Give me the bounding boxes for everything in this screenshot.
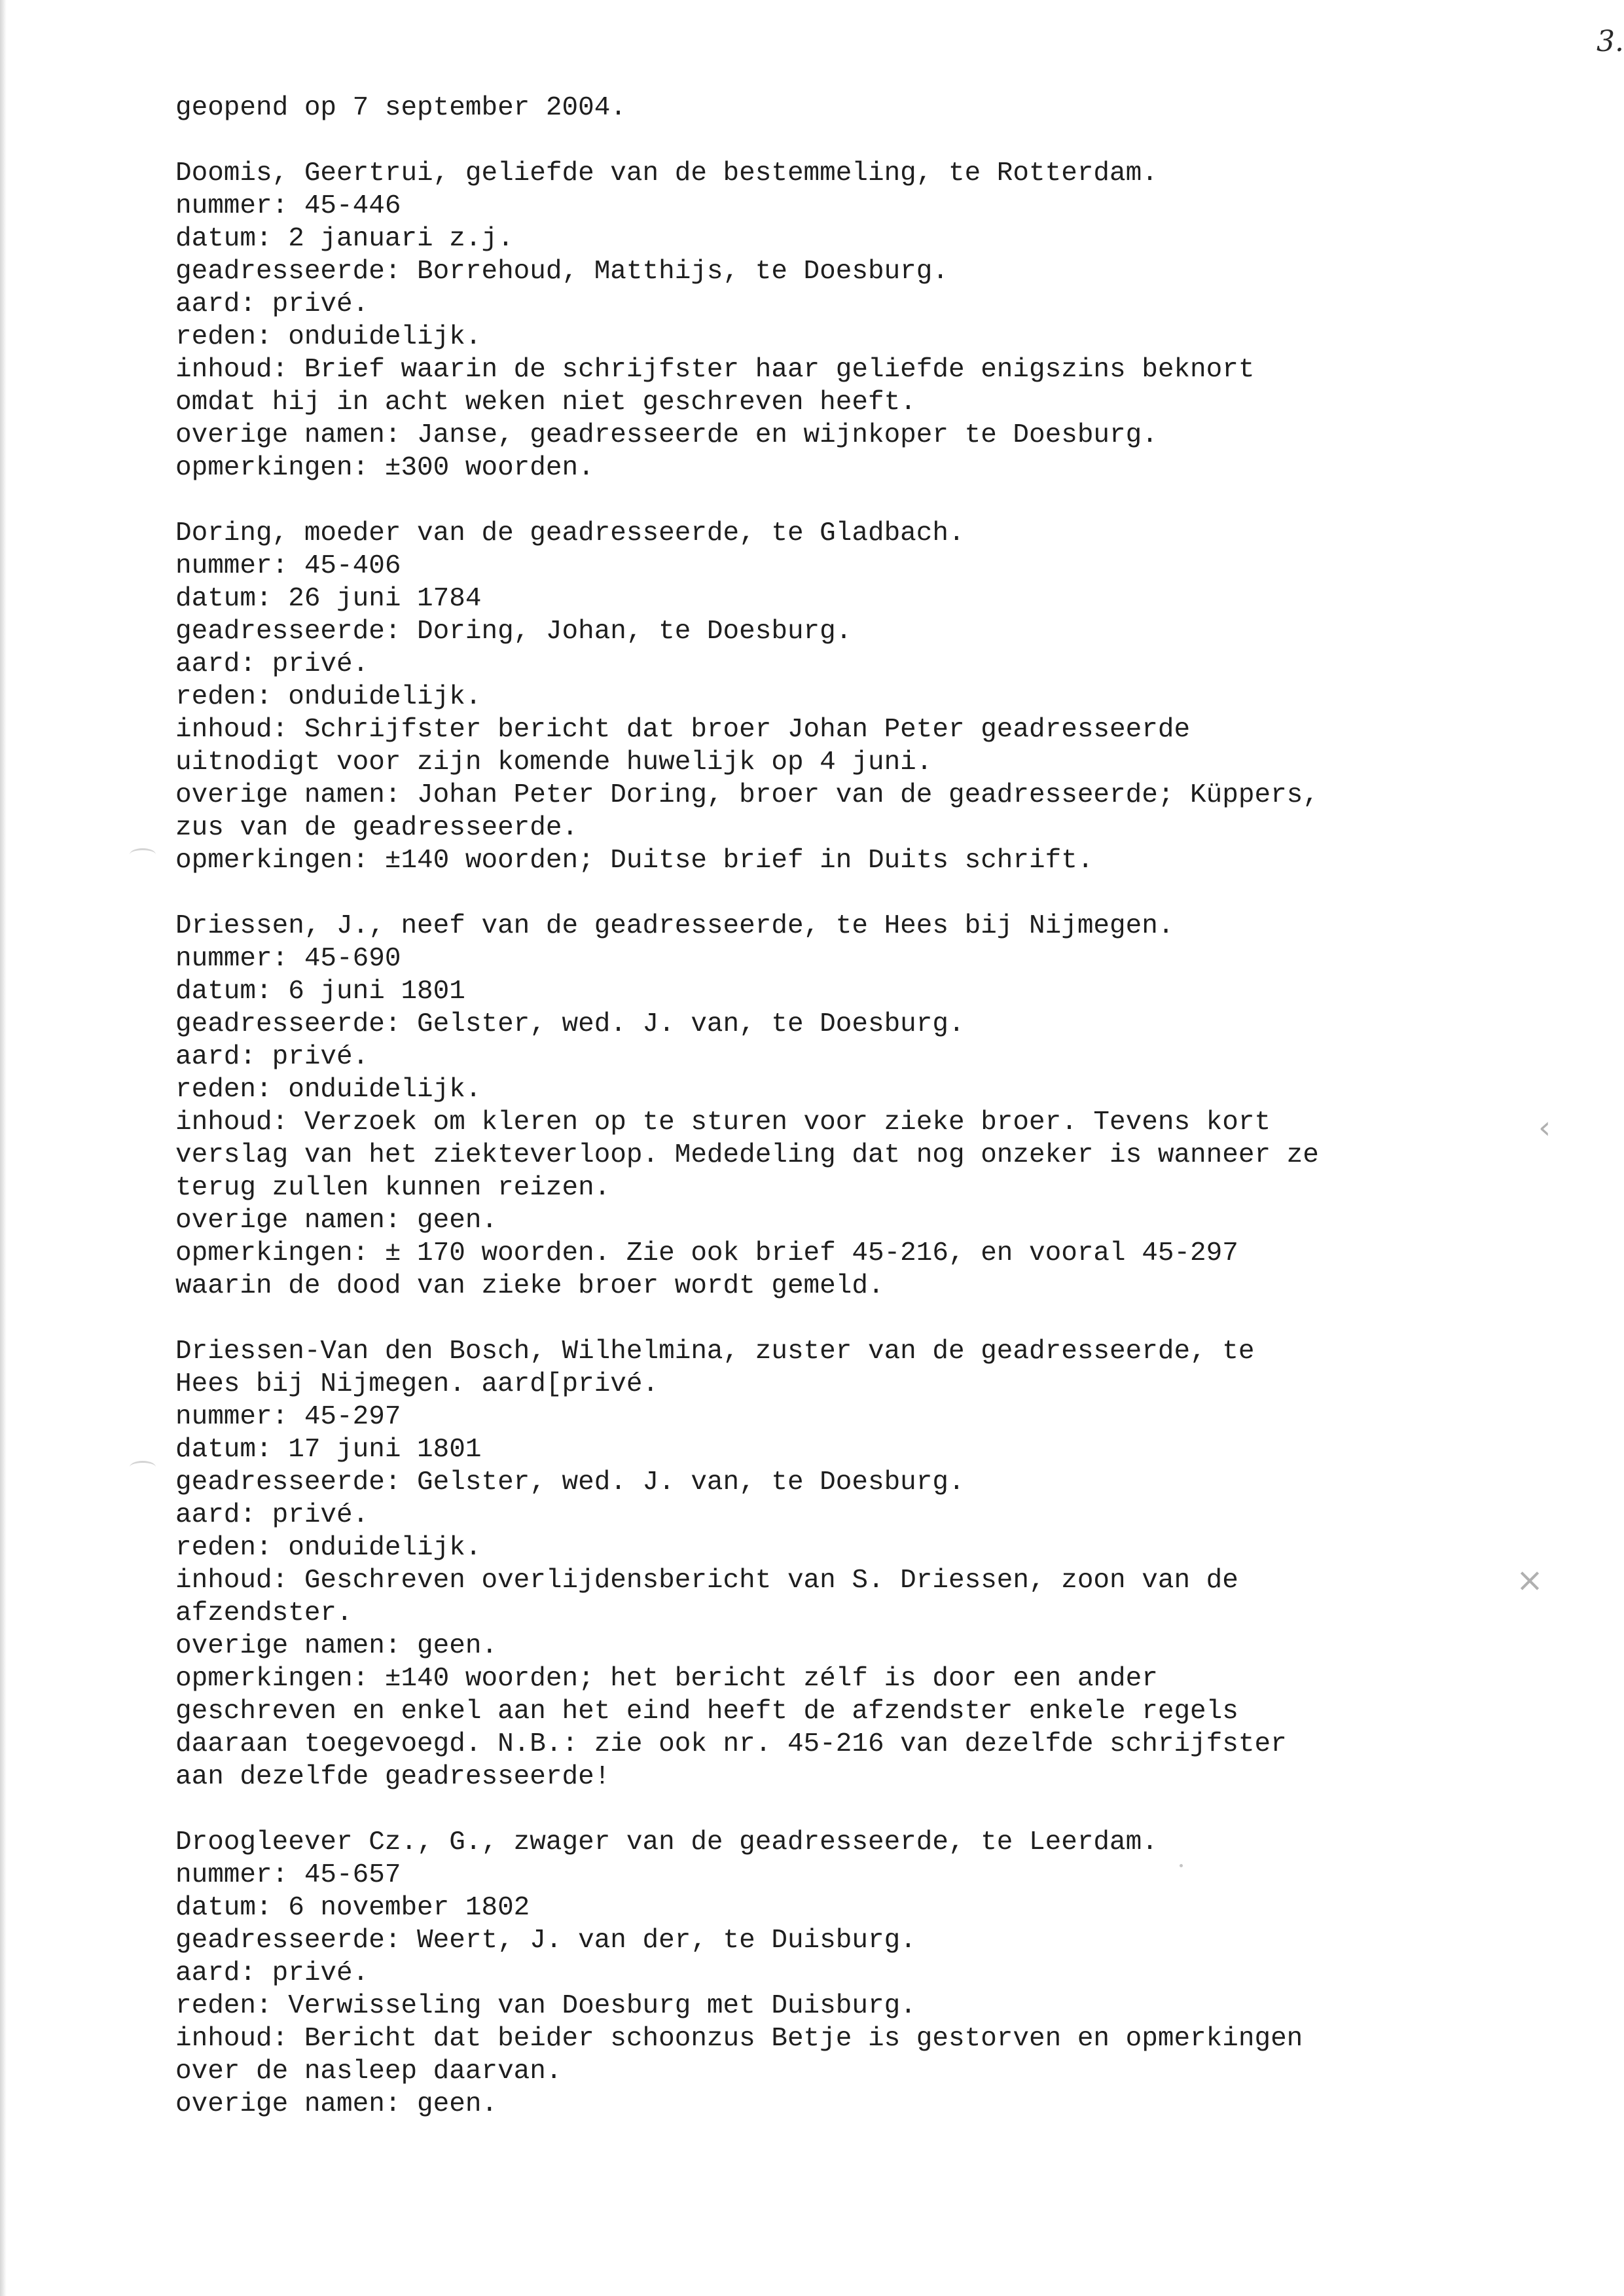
entry-inhoud-cont: terug zullen kunnen reizen. (175, 1173, 611, 1203)
entry-nummer: nummer: 45-657 (175, 1860, 401, 1890)
entry-datum: datum: 26 juni 1784 (175, 584, 482, 614)
entry-heading: Doring, moeder van de geadresseerde, te Gladbach. (175, 518, 965, 548)
entry-heading: Doomis, Geertrui, geliefde van de bestemmeling, te Rotterdam. (175, 158, 1158, 188)
punch-hole-shadow (130, 848, 156, 861)
entry-nummer: nummer: 45-690 (175, 944, 401, 974)
entry-aard: aard: privé. (175, 1042, 369, 1072)
letter-entry-droogleever (175, 1826, 1485, 2121)
entry-opmerkingen: opmerkingen: ±140 woorden; Duitse brief in Duits schrift. (175, 846, 1094, 876)
entry-reden: reden: onduidelijk. (175, 322, 482, 352)
entry-inhoud: inhoud: Brief waarin de schrijfster haar geliefde enigszins beknort (175, 355, 1255, 385)
entry-geadresseerde: geadresseerde: Weert, J. van der, te Duisburg. (175, 1926, 916, 1956)
entry-datum: datum: 2 januari z.j. (175, 224, 514, 254)
entry-opmerkingen: opmerkingen: ± 170 woorden. Zie ook brief 45-216, en vooral 45-297 (175, 1238, 1238, 1268)
entry-datum: datum: 6 juni 1801 (175, 977, 465, 1007)
entry-opmerkingen-cont: daaraan toegevoegd. N.B.: zie ook nr. 45-216 van dezelfde schrijfster (175, 1729, 1287, 1759)
entry-datum: datum: 17 juni 1801 (175, 1435, 482, 1465)
entry-inhoud-cont: over de nasleep daarvan. (175, 2056, 562, 2087)
entry-inhoud-cont: verslag van het ziekteverloop. Mededeling dat nog onzeker is wanneer ze (175, 1140, 1319, 1170)
entry-opmerkingen: opmerkingen: ±140 woorden; het bericht zélf is door een ander (175, 1664, 1158, 1694)
entry-aard: aard: privé. (175, 1958, 369, 1988)
document-body (175, 92, 1485, 2153)
entry-geadresseerde: geadresseerde: Doring, Johan, te Doesburg. (175, 617, 852, 647)
entry-overige-namen-cont: zus van de geadresseerde. (175, 813, 579, 843)
entry-nummer: nummer: 45-406 (175, 551, 401, 581)
entry-nummer: nummer: 45-297 (175, 1402, 401, 1432)
entry-geadresseerde: geadresseerde: Borrehoud, Matthijs, te Doesburg. (175, 257, 948, 287)
entry-heading: Driessen, J., neef van de geadresseerde, te Hees bij Nijmegen. (175, 911, 1174, 941)
entry-inhoud: inhoud: Geschreven overlijdensbericht van S. Driessen, zoon van de (175, 1566, 1238, 1596)
entry-geadresseerde: geadresseerde: Gelster, wed. J. van, te Doesburg. (175, 1467, 965, 1498)
entry-heading: Driessen-Van den Bosch, Wilhelmina, zuster van de geadresseerde, te (175, 1336, 1255, 1367)
entry-aard: aard: privé. (175, 649, 369, 679)
entry-overige-namen: overige namen: Janse, geadresseerde en wijnkoper te Doesburg. (175, 420, 1158, 450)
scan-speck (1180, 1864, 1183, 1867)
entry-inhoud-cont: omdat hij in acht weken niet geschreven heeft. (175, 387, 916, 418)
entry-reden: reden: onduidelijk. (175, 682, 482, 712)
letter-entry-doring (175, 517, 1485, 877)
entry-opmerkingen-cont: aan dezelfde geadresseerde! (175, 1762, 611, 1792)
entry-aard: aard: privé. (175, 1500, 369, 1530)
entry-inhoud: inhoud: Schrijfster bericht dat broer Johan Peter geadresseerde (175, 715, 1191, 745)
entry-aard: aard: privé. (175, 289, 369, 319)
entry-datum: datum: 6 november 1802 (175, 1893, 530, 1923)
entry-heading: Droogleever Cz., G., zwager van de geadresseerde, te Leerdam. (175, 1827, 1158, 1857)
entry-reden: reden: onduidelijk. (175, 1075, 482, 1105)
letter-entry-driessen-van-den-bosch (175, 1335, 1485, 1793)
page-number: 3. (1597, 25, 1624, 58)
entry-overige-namen: overige namen: Johan Peter Doring, broer van de geadresseerde; Küppers, (175, 780, 1319, 810)
margin-tick-mark: ‹ (1538, 1109, 1551, 1146)
entry-inhoud-cont: afzendster. (175, 1598, 353, 1628)
entry-overige-namen: overige namen: geen. (175, 1206, 498, 1236)
intro-line: geopend op 7 september 2004. (175, 93, 626, 123)
entry-reden: reden: onduidelijk. (175, 1533, 482, 1563)
punch-hole-shadow (130, 1461, 156, 1473)
margin-cross-mark: × (1516, 1561, 1543, 1599)
entry-opmerkingen-cont: geschreven en enkel aan het eind heeft de afzendster enkele regels (175, 1696, 1238, 1727)
entry-opmerkingen-cont: waarin de dood van zieke broer wordt gemeld. (175, 1271, 884, 1301)
letter-entry-driessen (175, 910, 1485, 1302)
entry-geadresseerde: geadresseerde: Gelster, wed. J. van, te Doesburg. (175, 1009, 965, 1039)
letter-entry-doomis (175, 157, 1485, 484)
entry-inhoud: inhoud: Bericht dat beider schoonzus Betje is gestorven en opmerkingen (175, 2024, 1303, 2054)
entry-heading-cont: Hees bij Nijmegen. aard[privé. (175, 1369, 659, 1399)
scan-edge (0, 0, 7, 2296)
entry-opmerkingen: opmerkingen: ±300 woorden. (175, 453, 594, 483)
entry-inhoud-cont: uitnodigt voor zijn komende huwelijk op 4 juni. (175, 747, 933, 778)
entry-reden: reden: Verwisseling van Doesburg met Duisburg. (175, 1991, 916, 2021)
entry-overige-namen: overige namen: geen. (175, 1631, 498, 1661)
entry-inhoud: inhoud: Verzoek om kleren op te sturen voor zieke broer. Tevens kort (175, 1107, 1271, 1138)
entry-nummer: nummer: 45-446 (175, 191, 401, 221)
entry-overige-namen: overige namen: geen. (175, 2089, 498, 2119)
